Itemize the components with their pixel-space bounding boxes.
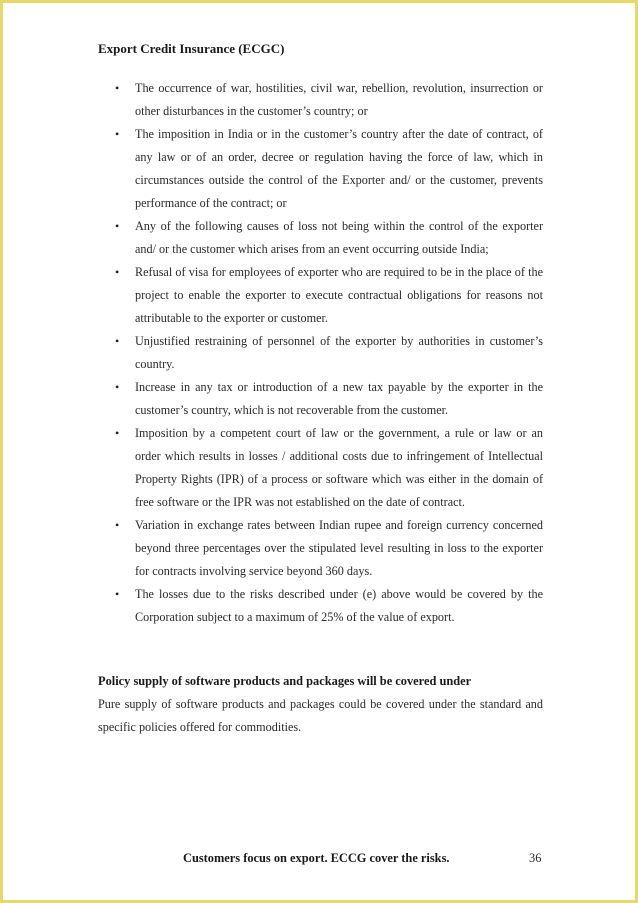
bullet-icon: • <box>115 518 120 532</box>
page-heading: Export Credit Insurance (ECGC) <box>98 41 285 56</box>
bullet-icon: • <box>115 127 120 141</box>
bullet-item <box>115 376 543 422</box>
page-number: 36 <box>529 851 542 865</box>
bullet-item <box>115 583 543 629</box>
bullet-item <box>115 422 543 514</box>
bullet-text: The imposition in India or in the customer’s country after the date of contract, of any law or of an order, decree or regulation having the force of law, which in circumstances outside the control of the Exporter and/ or the customer, prevents performance of the contract; or <box>135 127 543 210</box>
bullet-item <box>115 514 543 583</box>
footer-tagline: Customers focus on export. ECCG cover the risks. <box>183 851 450 865</box>
bullet-icon: • <box>115 334 120 348</box>
bullet-icon: • <box>115 265 120 279</box>
bullet-icon: • <box>115 81 120 95</box>
bullet-item <box>115 330 543 376</box>
bullet-icon: • <box>115 380 120 394</box>
bullet-text: Imposition by a competent court of law or the government, a rule or law or an order which results in losses / additional costs due to infringement of Intellectual Property Rights (IPR) of a process or software which was either in the domain of free software or the IPR was not established on the date of contract. <box>135 426 543 509</box>
risk-bullet-list <box>115 77 543 629</box>
bullet-text: Variation in exchange rates between Indian rupee and foreign currency concerned beyond three percentages over the stipulated level resulting in loss to the exporter for contracts involving service beyond 360 days. <box>135 518 543 578</box>
section-title: Policy supply of software products and packages will be covered under <box>98 674 472 688</box>
bullet-text: Unjustified restraining of personnel of the exporter by authorities in customer’s country. <box>135 334 543 371</box>
bullet-item <box>115 123 543 215</box>
bullet-text: The occurrence of war, hostilities, civil war, rebellion, revolution, insurrection or other disturbances in the customer’s country; or <box>135 81 543 118</box>
bullet-text: Increase in any tax or introduction of a new tax payable by the exporter in the customer’s country, which is not recoverable from the customer. <box>135 380 543 417</box>
bullet-item <box>115 215 543 261</box>
bullet-item <box>115 77 543 123</box>
bullet-text: The losses due to the risks described under (e) above would be covered by the Corporation subject to a maximum of 25% of the value of export. <box>135 587 543 624</box>
bullet-icon: • <box>115 219 120 233</box>
bullet-icon: • <box>115 587 120 601</box>
bullet-text: Refusal of visa for employees of exporter who are required to be in the place of the project to enable the exporter to execute contractual obligations for reasons not attributable to the exporter or customer. <box>135 265 543 325</box>
bullet-item <box>115 261 543 330</box>
bullet-icon: • <box>115 426 120 440</box>
section-body: Pure supply of software products and packages could be covered under the standard and specific policies offered for commodities. <box>98 697 543 734</box>
bullet-text: Any of the following causes of loss not being within the control of the exporter and/ or the customer which arises from an event occurring outside India; <box>135 219 543 256</box>
